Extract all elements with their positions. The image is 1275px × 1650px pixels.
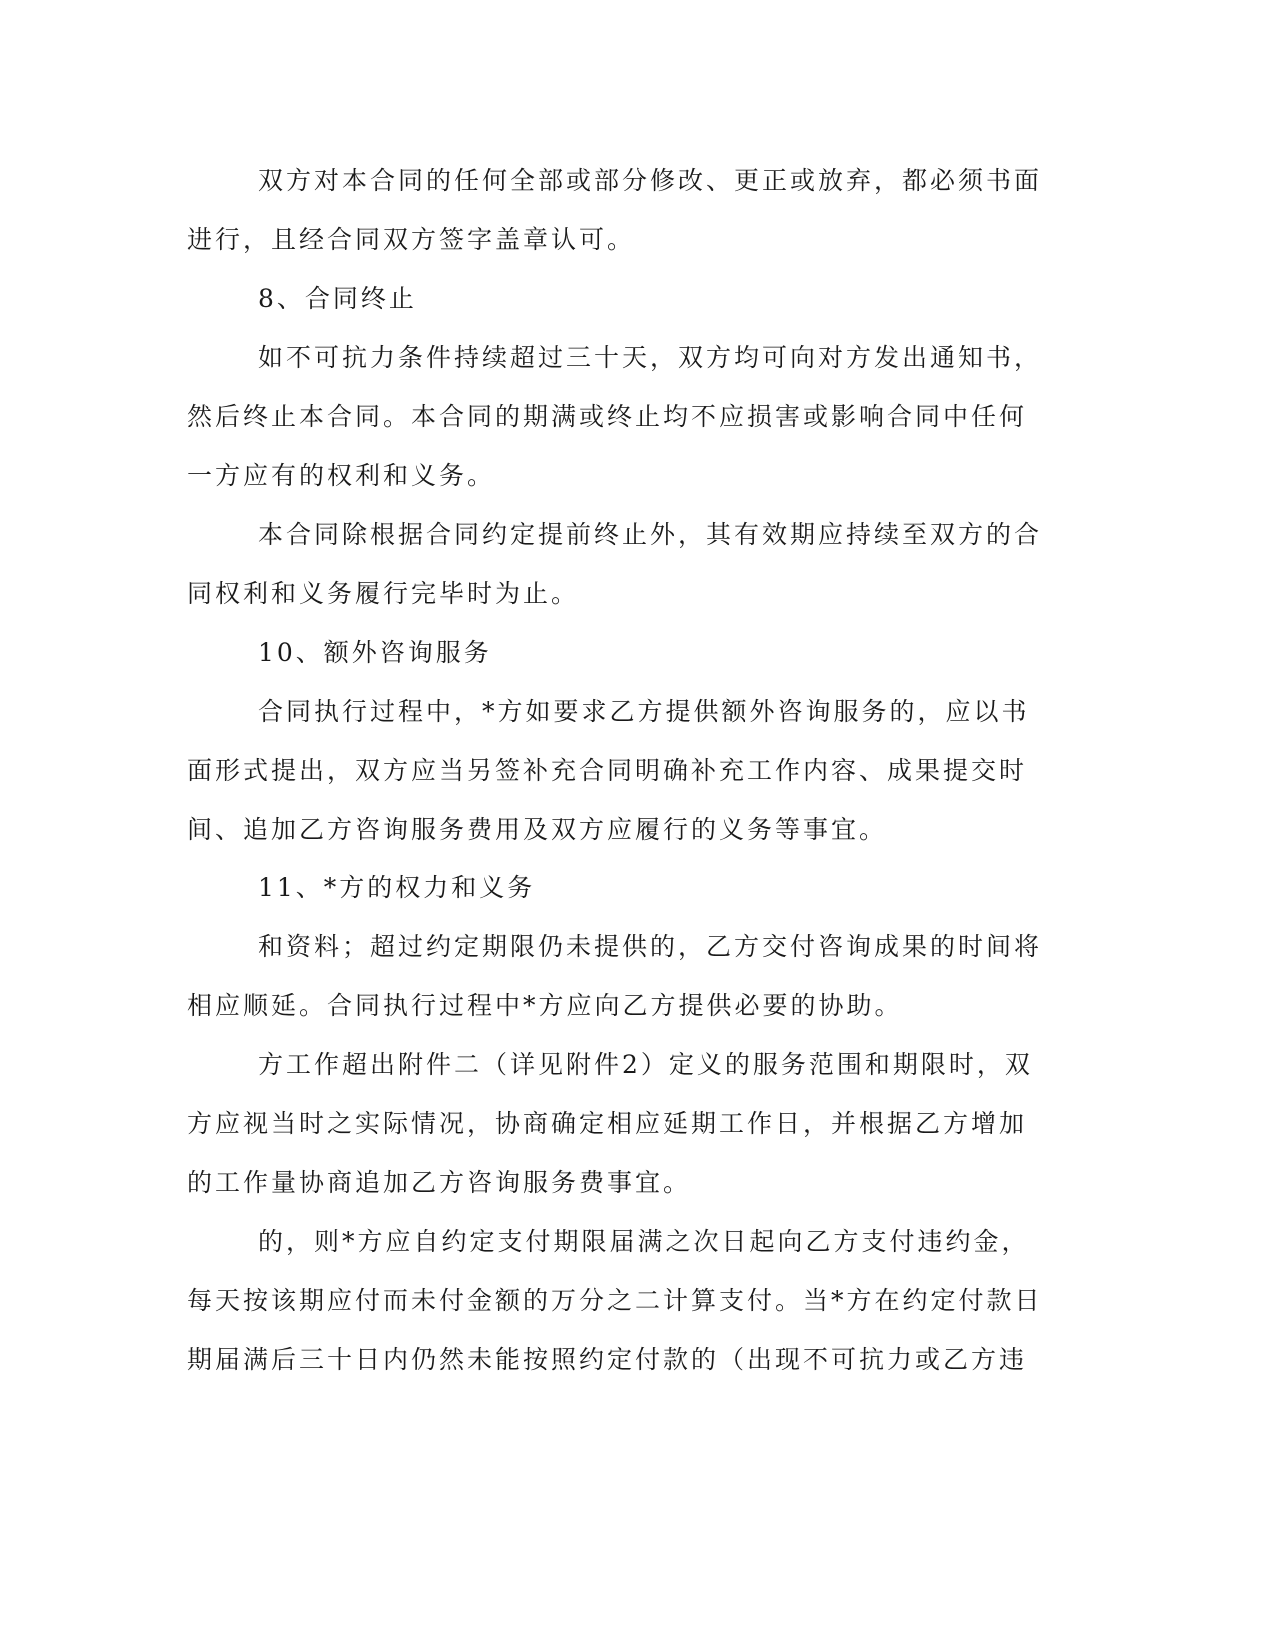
para-scope-line-1: 方工作超出附件二（详见附件2）定义的服务范围和期限时，双 xyxy=(258,1050,1033,1079)
para-extra-services-line-2: 面形式提出，双方应当另签补充合同明确补充工作内容、成果提交时 xyxy=(187,756,1028,785)
para-force-majeure-line-2: 然后终止本合同。本合同的期满或终止均不应损害或影响合同中任何 xyxy=(187,402,1028,431)
para-amendment-line-1: 双方对本合同的任何全部或部分修改、更正或放弃，都必须书面 xyxy=(258,166,1043,195)
para-force-majeure-line-3: 一方应有的权利和义务。 xyxy=(187,461,496,490)
heading-extra-services: 10、额外咨询服务 xyxy=(258,638,492,667)
para-materials-line-1: 和资料；超过约定期限仍未提供的，乙方交付咨询成果的时间将 xyxy=(258,932,1043,961)
para-penalty-line-2: 每天按该期应付而未付金额的万分之二计算支付。当*方在约定付款日 xyxy=(187,1286,1043,1315)
para-extra-services-line-1: 合同执行过程中，*方如要求乙方提供额外咨询服务的，应以书 xyxy=(258,697,1030,726)
para-force-majeure-line-1: 如不可抗力条件持续超过三十天，双方均可向对方发出通知书， xyxy=(258,343,1043,372)
para-scope-line-3: 的工作量协商追加乙方咨询服务费事宜。 xyxy=(187,1168,692,1197)
heading-termination: 8、合同终止 xyxy=(258,284,417,313)
para-penalty-line-3: 期届满后三十日内仍然未能按照约定付款的（出现不可抗力或乙方违 xyxy=(187,1345,1028,1374)
heading-rights-obligations: 11、*方的权力和义务 xyxy=(258,873,536,902)
para-validity-line-1: 本合同除根据合同约定提前终止外，其有效期应持续至双方的合 xyxy=(258,520,1043,549)
para-validity-line-2: 同权利和义务履行完毕时为止。 xyxy=(187,579,580,608)
para-extra-services-line-3: 间、追加乙方咨询服务费用及双方应履行的义务等事宜。 xyxy=(187,815,888,844)
para-amendment-line-2: 进行，且经合同双方签字盖章认可。 xyxy=(187,225,636,254)
para-materials-line-2: 相应顺延。合同执行过程中*方应向乙方提供必要的协助。 xyxy=(187,991,903,1020)
para-penalty-line-1: 的，则*方应自约定支付期限届满之次日起向乙方支付违约金， xyxy=(258,1227,1030,1256)
para-scope-line-2: 方应视当时之实际情况，协商确定相应延期工作日，并根据乙方增加 xyxy=(187,1109,1028,1138)
